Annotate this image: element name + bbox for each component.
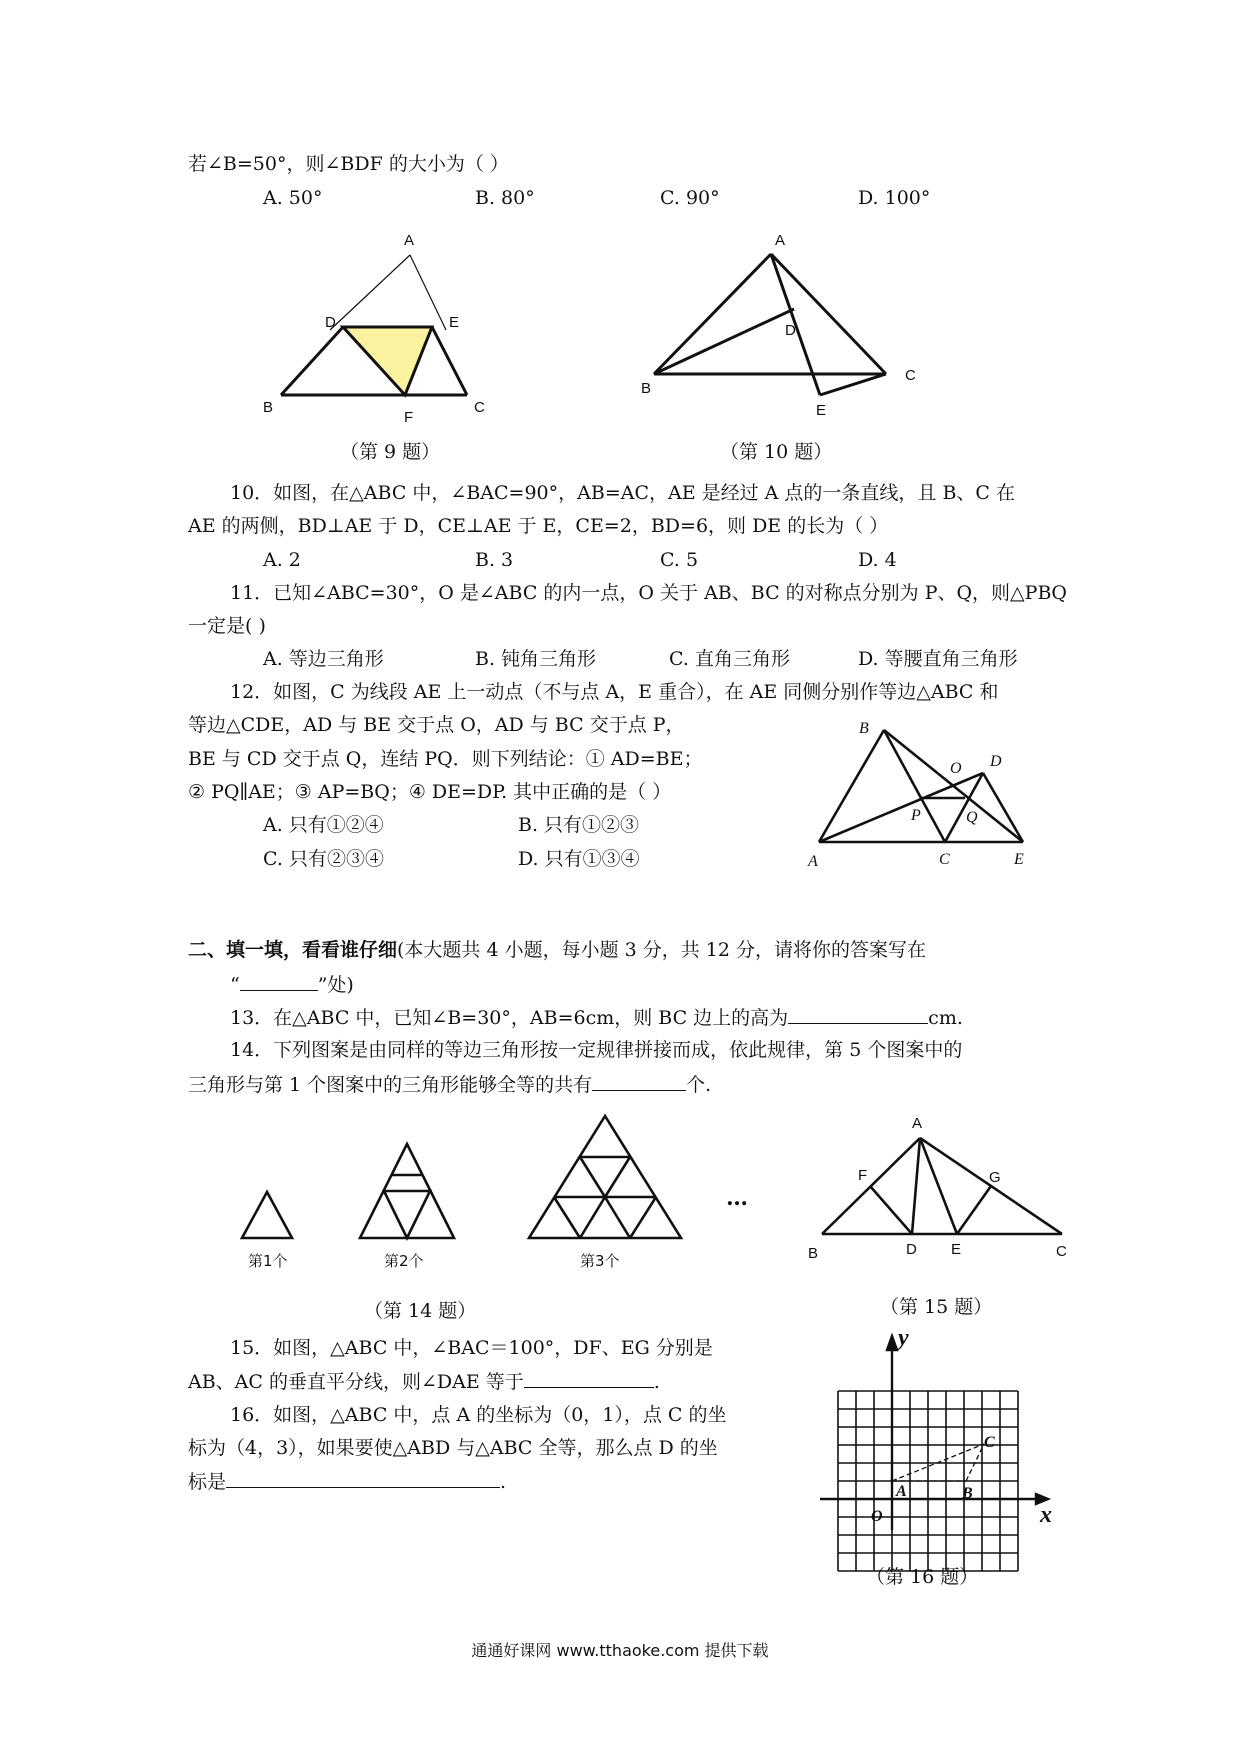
fig10-label-a: A bbox=[775, 232, 786, 249]
fig16-label-x: x bbox=[1040, 1502, 1052, 1528]
q13-text: 13．在△ABC 中，已知∠B=30°，AB=6cm，则 BC 边上的高为 bbox=[230, 1007, 789, 1029]
q12-option-d: D. 只有①③④ bbox=[518, 848, 640, 870]
q9-option-d: D. 100° bbox=[858, 187, 931, 209]
fig15-label-b: B bbox=[808, 1245, 819, 1262]
fig12-label-b: B bbox=[859, 720, 869, 737]
q13-unit: cm. bbox=[928, 1007, 963, 1029]
fig9-label-d: D bbox=[325, 314, 336, 331]
q12-line2: 等边△CDE，AD 与 BE 交于点 O，AD 与 BC 交于点 P， bbox=[188, 714, 685, 736]
q9-option-a: A. 50° bbox=[263, 187, 323, 209]
fig12-label-e: E bbox=[1014, 851, 1024, 868]
y-axis-arrow bbox=[887, 1336, 897, 1350]
pattern-3-label: 第3个 bbox=[580, 1252, 620, 1270]
q12-option-a: A. 只有①②④ bbox=[263, 814, 384, 836]
fig16-label-b: B bbox=[962, 1485, 973, 1502]
fig15-label-f: F bbox=[858, 1167, 868, 1184]
section2-title: 二、填一填，看看谁仔细 bbox=[188, 939, 398, 961]
q11-line1: 11．已知∠ABC=30°，O 是∠ABC 的内一点，O 关于 AB、BC 的对称点分别为 P、Q，则△PBQ bbox=[230, 582, 1067, 604]
q14-line2-end: 个. bbox=[686, 1074, 712, 1096]
q10-option-c: C. 5 bbox=[660, 549, 699, 571]
q11-option-b: B. 钝角三角形 bbox=[475, 648, 597, 670]
q15-line2-end: . bbox=[653, 1371, 660, 1393]
fig15-label-c: C bbox=[1056, 1243, 1067, 1260]
q12-line1: 12．如图，C 为线段 AE 上一动点（不与点 A，E 重合），在 AE 同侧分别作等边△ABC 和 bbox=[230, 681, 999, 703]
pattern-2-label: 第2个 bbox=[384, 1252, 424, 1270]
fig9-caption: （第 9 题） bbox=[340, 441, 441, 463]
fig12-label-a: A bbox=[808, 853, 818, 870]
fig12-label-o: O bbox=[950, 760, 962, 777]
fig16-label-a: A bbox=[896, 1483, 907, 1500]
q16-line3-end: . bbox=[500, 1471, 507, 1493]
fig10-label-b: B bbox=[641, 380, 652, 397]
q15-line1: 15．如图，△ABC 中，∠BAC＝100°，DF、EG 分别是 bbox=[230, 1337, 713, 1359]
q11-option-d: D. 等腰直角三角形 bbox=[858, 648, 1018, 670]
pattern-ellipsis: … bbox=[726, 1185, 748, 1211]
q12-line3: BE 与 CD 交于点 Q，连结 PQ．则下列结论：① AD=BE； bbox=[188, 748, 703, 770]
q11-line2: 一定是( ) bbox=[188, 615, 266, 637]
fig15-label-e: E bbox=[951, 1241, 962, 1258]
q12-option-b: B. 只有①②③ bbox=[518, 814, 640, 836]
q10-option-a: A. 2 bbox=[263, 549, 301, 571]
fig12-label-q: Q bbox=[966, 809, 978, 826]
fig9-label-b: B bbox=[263, 399, 274, 416]
fig10-label-e: E bbox=[816, 402, 827, 419]
q16-line2: 标为（4，3），如果要使△ABD 与△ABC 全等，那么点 D 的坐 bbox=[188, 1437, 718, 1459]
fig15-caption: （第 15 题） bbox=[880, 1296, 993, 1318]
q16-line1: 16．如图，△ABC 中，点 A 的坐标为（0，1），点 C 的坐 bbox=[230, 1404, 727, 1426]
q14-line2-text: 三角形与第 1 个图案中的三角形能够全等的共有 bbox=[188, 1074, 593, 1096]
fig9-label-f: F bbox=[404, 409, 414, 426]
fig12-label-d: D bbox=[990, 753, 1002, 770]
q16-line3-text: 标是 bbox=[188, 1471, 227, 1493]
q10-option-d: D. 4 bbox=[858, 549, 897, 571]
q9-option-c: C. 90° bbox=[660, 187, 720, 209]
fig16-label-y: y bbox=[898, 1325, 909, 1351]
q11-option-c: C. 直角三角形 bbox=[669, 648, 790, 670]
fig14-caption: （第 14 题） bbox=[364, 1300, 477, 1322]
q12-line4: ② PQ∥AE；③ AP=BQ；④ DE=DP. 其中正确的是（ ） bbox=[188, 781, 672, 803]
q10-line1: 10．如图，在△ABC 中，∠BAC=90°，AB=AC，AE 是经过 A 点的一条直线，且 B、C 在 bbox=[230, 482, 1016, 504]
q9-option-b: B. 80° bbox=[475, 187, 535, 209]
fig9-label-e: E bbox=[449, 314, 460, 331]
q14-line1: 14．下列图案是由同样的等边三角形按一定规律拼接而成，依此规律，第 5 个图案中的 bbox=[230, 1039, 963, 1061]
fig16-label-c: C bbox=[984, 1434, 995, 1451]
pattern-1-label: 第1个 bbox=[248, 1252, 288, 1270]
fig15-label-a: A bbox=[912, 1115, 923, 1132]
fig15-label-g: G bbox=[989, 1169, 1001, 1186]
q10-line2: AE 的两侧，BD⊥AE 于 D，CE⊥AE 于 E，CE=2，BD=6，则 DE 的长为（ ） bbox=[188, 515, 889, 537]
fig9-label-c: C bbox=[474, 399, 485, 416]
close-quote: ”处) bbox=[317, 974, 354, 996]
fig12-label-p: P bbox=[911, 807, 921, 824]
page-footer: 通通好课网 www.tthaoke.com 提供下载 bbox=[471, 1641, 769, 1660]
fig16-label-o: O bbox=[871, 1508, 883, 1525]
fig10-caption: （第 10 题） bbox=[720, 441, 833, 463]
fig12-label-c: C bbox=[939, 851, 950, 868]
open-quote: “ bbox=[230, 974, 240, 996]
q15-line2-text: AB、AC 的垂直平分线，则∠DAE 等于 bbox=[188, 1371, 524, 1393]
q11-option-a: A. 等边三角形 bbox=[263, 648, 384, 670]
fig16-caption: （第 16 题） bbox=[866, 1566, 979, 1588]
fig10-label-c: C bbox=[905, 367, 916, 384]
q9-stem: 若∠B=50°，则∠BDF 的大小为（ ） bbox=[188, 153, 509, 175]
fig9-label-a: A bbox=[404, 232, 415, 249]
section2-rest: (本大题共 4 小题，每小题 3 分，共 12 分，请将你的答案写在 bbox=[397, 939, 927, 961]
q12-option-c: C. 只有②③④ bbox=[263, 848, 384, 870]
fig10-label-d: D bbox=[785, 322, 796, 339]
q10-option-b: B. 3 bbox=[475, 549, 514, 571]
fig15-label-d: D bbox=[906, 1241, 917, 1258]
